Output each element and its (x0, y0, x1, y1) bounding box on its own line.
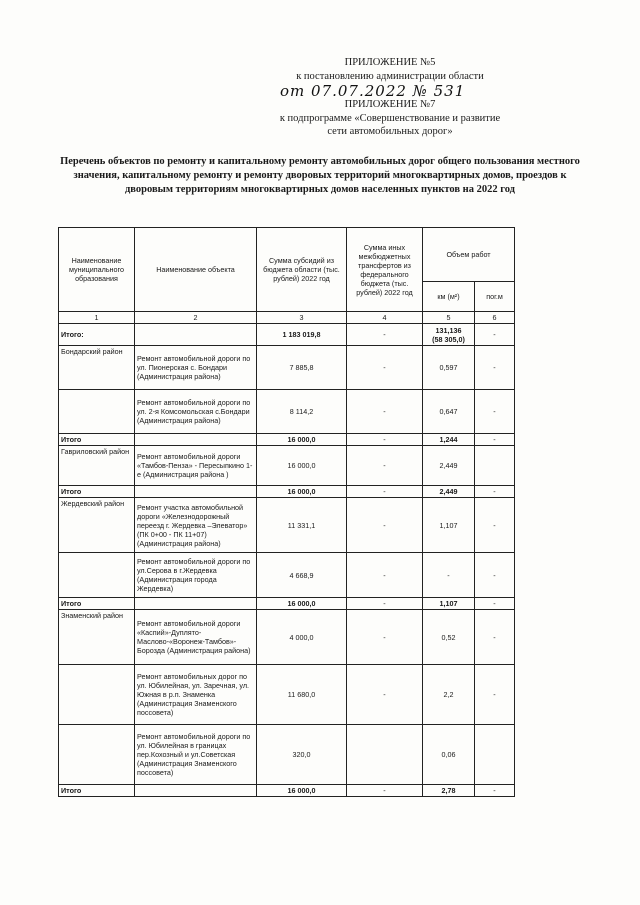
subtotal-empty (135, 598, 257, 610)
municipality-cell: Знаменский район (59, 610, 135, 665)
km-cell: 0,06 (423, 725, 475, 785)
subtotal-sum: 16 000,0 (257, 598, 347, 610)
object-row (59, 725, 515, 785)
federal-cell: - (347, 446, 423, 486)
municipality-cell (59, 665, 135, 725)
handwritten-date-number: от 07.07.2022 № 531 (280, 82, 466, 100)
km-cell: 2,2 (423, 665, 475, 725)
municipality-cell: Бондарский район (59, 346, 135, 390)
federal-cell: - (347, 498, 423, 553)
subtotal-empty (135, 785, 257, 797)
subtotal-km: 2,449 (423, 486, 475, 498)
object-row (59, 346, 515, 390)
column-number-cell: 5 (423, 312, 475, 324)
column-number-cell: 4 (347, 312, 423, 324)
object-row (59, 665, 515, 725)
subsidy-cell: 7 885,8 (257, 346, 347, 390)
object-row (59, 498, 515, 553)
col-header-municipality: Наименование муниципального образования (59, 228, 135, 312)
subtotal-km: 2,78 (423, 785, 475, 797)
object-name-cell: Ремонт автомобильной дороги по ул. Пионерская с. Бондари (Администрация района) (135, 346, 257, 390)
subtotal-sum: 16 000,0 (257, 486, 347, 498)
federal-cell: - (347, 610, 423, 665)
grand-total-pm: - (475, 324, 515, 346)
subprogram-ref: к подпрограмме «Совершенствование и развитие (279, 113, 501, 124)
subtotal-label: Итого (59, 785, 135, 797)
subsidy-cell: 320,0 (257, 725, 347, 785)
subsidy-cell: 4 668,9 (257, 553, 347, 598)
column-number-cell: 3 (257, 312, 347, 324)
grand-total-row (59, 324, 515, 346)
col-header-federal: Сумма иных межбюджетных трансфертов из федерального бюджета (тыс. рублей) 2022 год (347, 228, 423, 312)
municipality-cell (59, 725, 135, 785)
subtotal-row (59, 598, 515, 610)
subsidy-cell: 11 331,1 (257, 498, 347, 553)
subtotal-fed: - (347, 598, 423, 610)
col-header-object: Наименование объекта (135, 228, 257, 312)
km-cell: 0,597 (423, 346, 475, 390)
subtotal-pm: - (475, 486, 515, 498)
column-number-cell: 1 (59, 312, 135, 324)
subtotal-pm: - (475, 434, 515, 446)
column-number-cell: 6 (475, 312, 515, 324)
municipality-cell: Жердевский район (59, 498, 135, 553)
federal-cell (347, 725, 423, 785)
subtotal-row (59, 434, 515, 446)
pm-cell: - (475, 665, 515, 725)
appendix-7-label: ПРИЛОЖЕНИЕ №7 (344, 99, 436, 110)
subtotal-label: Итого (59, 434, 135, 446)
subsidy-cell: 16 000,0 (257, 446, 347, 486)
document-title: Перечень объектов по ремонту и капитальному ремонту автомобильных дорог общего пользования местного значения, капитальному ремонту и ремонту дворовых территорий многоквартирных домов, проездов к дворовым территориям многоквартирных домов населенных пунктов на 2022 год (60, 156, 580, 195)
subtotal-fed: - (347, 486, 423, 498)
km-cell: 0,52 (423, 610, 475, 665)
col-header-subsidy: Сумма субсидий из бюджета области (тыс. рублей) 2022 год (257, 228, 347, 312)
subtotal-pm: - (475, 598, 515, 610)
km-cell: 2,449 (423, 446, 475, 486)
object-name-cell: Ремонт автомобильной дороги «Тамбов-Пенза» - Пересыпкино 1-е (Администрация района ) (135, 446, 257, 486)
km-cell: 0,647 (423, 390, 475, 434)
grand-total-fed: - (347, 324, 423, 346)
subsidy-cell: 11 680,0 (257, 665, 347, 725)
federal-cell: - (347, 665, 423, 725)
object-name-cell: Ремонт автомобильной дороги по ул.Серова в г.Жердевка (Администрация города Жердевка) (135, 553, 257, 598)
subtotal-row (59, 486, 515, 498)
pm-cell: - (475, 610, 515, 665)
column-number-cell: 2 (135, 312, 257, 324)
subsidy-cell: 4 000,0 (257, 610, 347, 665)
grand-total-km: 131,136 (435, 325, 462, 335)
column-numbers-row (59, 312, 515, 324)
subtotal-label: Итого (59, 598, 135, 610)
pm-cell: - (475, 346, 515, 390)
subtotal-sum: 16 000,0 (257, 785, 347, 797)
municipality-cell (59, 553, 135, 598)
object-name-cell: Ремонт автомобильной дороги по ул. 2-я Комсомольская с.Бондари (Администрация района) (135, 390, 257, 434)
grand-total-m2: (58 305,0) (432, 334, 465, 344)
subtotal-sum: 16 000,0 (257, 434, 347, 446)
resolution-ref: к постановлению администрации области (296, 71, 484, 82)
subtotal-fed: - (347, 785, 423, 797)
grand-total-sum: 1 183 019,8 (257, 324, 347, 346)
pm-cell (475, 725, 515, 785)
subtotal-row (59, 785, 515, 797)
subtotal-empty (135, 486, 257, 498)
appendix-5-label: ПРИЛОЖЕНИЕ №5 (344, 57, 436, 68)
object-row (59, 553, 515, 598)
subtotal-fed: - (347, 434, 423, 446)
object-name-cell: Ремонт участка автомобильной дороги «Железнодорожный переезд г. Жердевка –Элеватор» (ПК 0+00 - ПК 11+07) (Администрация района) (135, 498, 257, 553)
grand-total-volume (423, 324, 475, 346)
subtotal-empty (135, 434, 257, 446)
pm-cell: - (475, 553, 515, 598)
municipality-cell (59, 390, 135, 434)
object-row (59, 610, 515, 665)
pm-cell (475, 446, 515, 486)
object-name-cell: Ремонт автомобильных дорог по ул. Юбилейная, ул. Заречная, ул. Южная в р.п. Знаменка (Администрация Знаменского поссовета) (135, 665, 257, 725)
objects-table (58, 227, 515, 797)
pm-cell: - (475, 390, 515, 434)
federal-cell: - (347, 346, 423, 390)
subtotal-label: Итого (59, 486, 135, 498)
object-row (59, 446, 515, 486)
federal-cell: - (347, 390, 423, 434)
federal-cell: - (347, 553, 423, 598)
pm-cell: - (475, 498, 515, 553)
km-cell: 1,107 (423, 498, 475, 553)
subtotal-km: 1,107 (423, 598, 475, 610)
subtotal-km: 1,244 (423, 434, 475, 446)
grand-total-label: Итого: (59, 324, 135, 346)
object-name-cell: Ремонт автомобильной дороги по ул. Юбилейная в границах пер.Кохозный и ул.Советская (Администрация Знаменского поссовета) (135, 725, 257, 785)
subsidy-cell: 8 114,2 (257, 390, 347, 434)
col-header-pm: пог.м (475, 282, 515, 312)
km-cell: - (423, 553, 475, 598)
object-row (59, 390, 515, 434)
col-header-km: км (м²) (423, 282, 475, 312)
object-name-cell: Ремонт автомобильной дороги «Каспий»-Дуплято-Маслово-«Воронеж-Тамбов»-Борозда (Администрация района) (135, 610, 257, 665)
col-header-volume: Объем работ (423, 228, 515, 282)
subtotal-pm: - (475, 785, 515, 797)
subprogram-ref-2: сети автомобильных дорог» (327, 126, 453, 137)
municipality-cell: Гавриловский район (59, 446, 135, 486)
